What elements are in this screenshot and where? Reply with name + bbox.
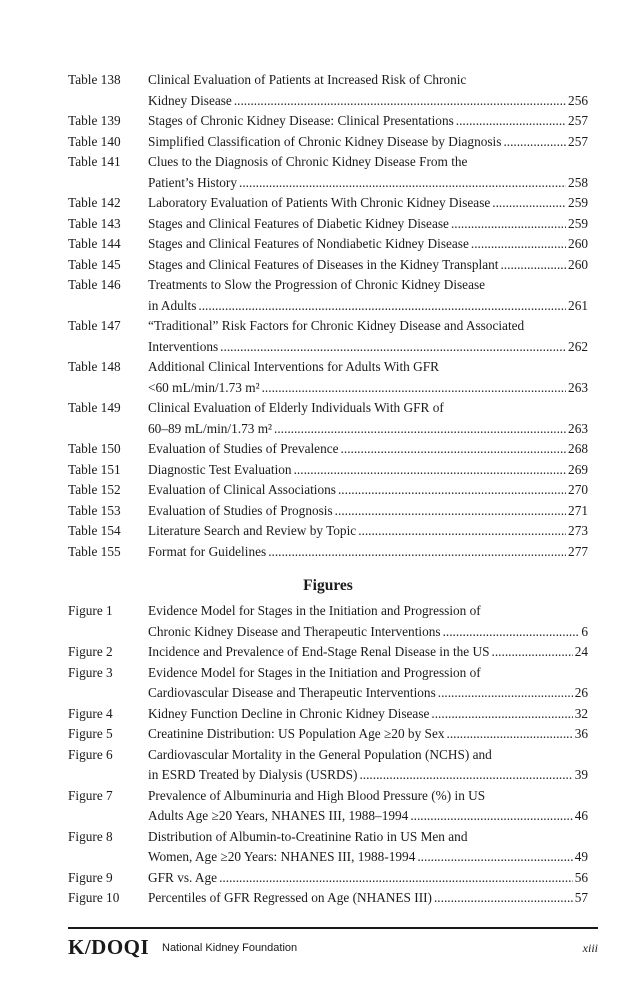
dot-leader [410,806,572,827]
dot-leader [358,521,566,542]
toc-entry-label: Table 145 [68,256,121,272]
toc-entry-leader-line [148,234,588,255]
toc-entry-title [148,152,588,193]
page-footer [68,927,598,969]
toc-entry-title [148,827,588,868]
toc-entry-title-line: Clinical Evaluation of Patients at Increased Risk of Chronic [148,72,467,87]
organization-name: National Kidney Foundation [162,942,298,954]
dot-leader [503,132,566,153]
kdoqi-logo: K/DOQI [68,935,150,959]
toc-entry-leader-line [148,91,588,112]
toc-entry-page: 269 [568,461,588,477]
toc-entry-title-line: Diagnostic Test Evaluation [148,461,292,477]
toc-entry-title-line: Format for Guidelines [148,543,267,559]
toc-entry-title-line: Incidence and Prevalence of End-Stage Renal Disease in the US [148,644,490,659]
toc-entry-title [148,255,588,276]
dot-leader [443,622,580,643]
dot-leader [239,173,566,194]
dot-leader [274,419,566,440]
toc-entry-page: 39 [574,767,588,782]
toc-entry-leader-line [148,642,588,663]
toc-entry-title [148,868,588,889]
toc-entry-page: 270 [568,482,588,497]
toc-entry-title [148,501,588,522]
toc-entry-leader-line [148,480,588,501]
toc-entry-page: 257 [568,133,588,149]
toc-entry-title [148,642,588,663]
toc-entry-label: Figure 9 [68,869,113,885]
toc-entry-label: Figure 1 [68,603,113,618]
toc-entry-title-line: Additional Clinical Interventions for Adults With GFR [148,359,439,374]
figure-list [68,601,588,909]
toc-entry [68,193,588,214]
toc-entry-title [148,460,588,481]
toc-entry-leader-line [148,255,588,276]
toc-entry-leader-line [148,111,588,132]
table-list [68,70,588,562]
toc-entry-title-line: Stages and Clinical Features of Nondiabetic Kidney Disease [148,236,469,251]
toc-entry-title [148,786,588,827]
toc-entry-page: 259 [568,215,588,231]
toc-entry [68,724,588,745]
toc-entry [68,132,588,153]
toc-entry-page: 262 [568,338,588,354]
toc-entry-title-line: 60–89 mL/min/1.73 m² [148,420,273,436]
toc-entry-title-line: in Adults [148,297,197,313]
toc-entry-title-line: GFR vs. Age [148,869,218,885]
toc-entry-leader-line [148,214,588,235]
toc-entry-leader-line [148,193,588,214]
toc-entry-page: 263 [568,420,588,436]
dot-leader [431,704,572,725]
toc-entry-title-line: Laboratory Evaluation of Patients With Chronic Kidney Disease [148,195,491,210]
toc-entry-page: 32 [574,705,588,721]
toc-entry-label: Table 139 [68,113,121,128]
dot-leader [335,501,566,522]
toc-entry-label: Figure 6 [68,746,113,762]
toc-entry-page: 257 [568,113,588,128]
dot-leader [262,378,566,399]
toc-entry [68,439,588,460]
toc-entry-label: Table 147 [68,318,121,333]
toc-entry-title [148,70,588,111]
toc-entry [68,255,588,276]
toc-entry-title-line: Creatinine Distribution: US Population Age ≥20 by Sex [148,726,445,741]
toc-entry-page: 271 [568,502,588,518]
toc-entry-label: Table 149 [68,400,121,415]
toc-entry-title-line: Literature Search and Review by Topic [148,523,357,538]
dot-leader [198,296,566,317]
toc-entry [68,152,588,193]
toc-entry [68,745,588,786]
dot-leader [434,888,573,909]
toc-entry-label: Figure 8 [68,828,113,844]
toc-entry-label: Table 154 [68,523,121,538]
toc-entry-label: Figure 10 [68,890,120,905]
toc-entry [68,542,588,563]
toc-entry [68,521,588,542]
toc-entry-title-line: Stages and Clinical Features of Diseases in the Kidney Transplant [148,256,499,272]
toc-entry-label: Table 155 [68,543,121,559]
toc-entry [68,398,588,439]
toc-entry-label: Table 144 [68,236,121,251]
toc-entry-label: Table 150 [68,441,121,456]
toc-entry-page: 26 [574,685,588,700]
toc-entry-label: Figure 5 [68,726,113,741]
toc-entry-title [148,234,588,255]
toc-entry [68,214,588,235]
toc-entry [68,234,588,255]
toc-entry-leader-line [148,173,588,194]
toc-entry-leader-line [148,132,588,153]
toc-entry-title [148,745,588,786]
toc-entry-title-line: Percentiles of GFR Regressed on Age (NHANES III) [148,890,432,905]
toc-entry [68,357,588,398]
toc-entry-title-line: Treatments to Slow the Progression of Chronic Kidney Disease [148,277,486,292]
dot-leader [471,234,566,255]
toc-entry-label: Table 142 [68,195,121,210]
toc-entry-leader-line [148,847,588,868]
dot-leader [341,439,567,460]
dot-leader [438,683,573,704]
dot-leader [220,337,566,358]
dot-leader [219,868,573,889]
toc-entry-label: Figure 3 [68,664,113,680]
toc-entry-title-line: Adults Age ≥20 Years, NHANES III, 1988–1994 [148,808,409,823]
toc-entry [68,111,588,132]
toc-entry-title-line: Distribution of Albumin-to-Creatinine Ratio in US Men and [148,828,468,844]
dot-leader [492,642,573,663]
toc-entry-page: 268 [568,441,588,456]
toc-entry-page: 260 [568,236,588,251]
toc-entry-title-line: Evaluation of Studies of Prognosis [148,502,333,518]
dot-leader [234,91,566,112]
toc-entry-page: 49 [574,849,588,864]
toc-entry-title-line: Clinical Evaluation of Elderly Individuals With GFR of [148,400,444,415]
toc-entry-leader-line [148,460,588,481]
toc-entry-title [148,357,588,398]
dot-leader [294,460,566,481]
toc-entry [68,827,588,868]
toc-entry-leader-line [148,501,588,522]
toc-entry-label: Table 146 [68,277,121,292]
toc-entry-page: 6 [581,623,588,639]
toc-entry-page: 57 [574,890,588,905]
toc-entry-title-line: “Traditional” Risk Factors for Chronic Kidney Disease and Associated [148,318,525,333]
toc-entry-label: Figure 2 [68,644,113,659]
toc-entry-page: 273 [568,523,588,538]
toc-entry-page: 261 [568,297,588,313]
toc-entry-title-line: Cardiovascular Mortality in the General Population (NCHS) and [148,746,492,762]
toc-entry-title-line: Interventions [148,338,219,354]
toc-entry [68,704,588,725]
toc-entry-title-line: Women, Age ≥20 Years: NHANES III, 1988-1994 [148,849,416,864]
toc-entry [68,868,588,889]
toc-entry-label: Table 151 [68,461,121,477]
toc-entry-label: Table 148 [68,359,121,374]
toc-entry-title [148,439,588,460]
toc-entry-leader-line [148,378,588,399]
toc-entry [68,460,588,481]
toc-entry-title [148,275,588,316]
toc-entry-leader-line [148,337,588,358]
toc-entry-page: 56 [574,869,588,885]
dot-leader [417,847,572,868]
toc-entry-title-line: Evaluation of Studies of Prevalence [148,441,339,456]
toc-entry-leader-line [148,296,588,317]
toc-entry-label: Table 153 [68,502,121,518]
toc-entry-title-line: in ESRD Treated by Dialysis (USRDS) [148,767,358,782]
toc-entry-page: 36 [574,726,588,741]
toc-entry-title-line: Evaluation of Clinical Associations [148,482,336,497]
toc-entry-title [148,601,588,642]
toc-entry-leader-line [148,765,588,786]
toc-entry [68,642,588,663]
dot-leader [451,214,566,235]
toc-entry-title [148,398,588,439]
toc-entry-page: 256 [568,92,588,108]
toc-entry-leader-line [148,419,588,440]
page-number: xiii [582,941,598,955]
toc-entry-title-line: Kidney Disease [148,92,232,108]
toc-entry-title-line: Stages and Clinical Features of Diabetic Kidney Disease [148,215,449,231]
toc-entry-title [148,316,588,357]
toc-entry-title [148,663,588,704]
toc-entry-title-line: Evidence Model for Stages in the Initiation and Progression of [148,603,481,618]
toc-entry-title [148,704,588,725]
toc-entry-label: Table 152 [68,482,121,497]
dot-leader [456,111,566,132]
toc-entry-label: Table 140 [68,133,121,149]
dot-leader [492,193,566,214]
toc-entry [68,275,588,316]
toc-entry-title-line: Cardiovascular Disease and Therapeutic Interventions [148,685,436,700]
figures-heading: Figures [303,577,353,594]
toc-entry [68,480,588,501]
toc-entry-label: Table 143 [68,215,121,231]
toc-entry-leader-line [148,521,588,542]
dot-leader [268,542,566,563]
toc-entry-label: Table 141 [68,154,121,169]
dot-leader [500,255,566,276]
toc-entry-title [148,480,588,501]
toc-entry [68,888,588,909]
toc-entry-page: 24 [574,644,588,659]
toc-entry-title-line: Kidney Function Decline in Chronic Kidney Disease [148,705,430,721]
toc-entry-label: Figure 7 [68,787,113,803]
toc-entry-title-line: Clues to the Diagnosis of Chronic Kidney Disease From the [148,154,468,169]
toc-entry-leader-line [148,806,588,827]
toc-entry-title-line: <60 mL/min/1.73 m² [148,379,260,395]
toc-entry-page: 46 [574,808,588,823]
toc-entry [68,501,588,522]
toc-entry-title [148,111,588,132]
toc-entry [68,786,588,827]
toc-entry-title [148,193,588,214]
toc-entry-title-line: Simplified Classification of Chronic Kidney Disease by Diagnosis [148,133,502,149]
toc-entry-page: 260 [568,256,588,272]
toc-entry-title [148,888,588,909]
toc-entry-leader-line [148,439,588,460]
toc-entry-leader-line [148,888,588,909]
toc-entry-page: 258 [568,174,588,190]
toc-entry-title [148,542,588,563]
toc-entry [68,601,588,642]
dot-leader [447,724,573,745]
toc-entry-title [148,132,588,153]
toc-entry-leader-line [148,724,588,745]
toc-entry-label: Table 138 [68,72,121,87]
toc-entry-leader-line [148,542,588,563]
toc-entry-title-line: Patient’s History [148,174,238,190]
toc-entry-leader-line [148,868,588,889]
toc-entry [68,316,588,357]
toc-entry-title-line: Chronic Kidney Disease and Therapeutic Interventions [148,623,441,639]
toc-entry-title [148,214,588,235]
toc-entry-title-line: Evidence Model for Stages in the Initiation and Progression of [148,664,481,680]
dot-leader [338,480,566,501]
toc-entry-leader-line [148,683,588,704]
toc-entry-page: 259 [568,195,588,210]
toc-entry-title [148,521,588,542]
toc-entry-page: 277 [568,543,588,559]
toc-entry-leader-line [148,622,588,643]
toc-content [68,70,588,909]
toc-entry-leader-line [148,704,588,725]
toc-entry [68,663,588,704]
dot-leader [359,765,572,786]
toc-entry [68,70,588,111]
toc-entry-label: Figure 4 [68,705,113,721]
toc-entry-title [148,724,588,745]
toc-entry-title-line: Stages of Chronic Kidney Disease: Clinical Presentations [148,113,454,128]
toc-entry-page: 263 [568,379,588,395]
toc-entry-title-line: Prevalence of Albuminuria and High Blood Pressure (%) in US [148,787,486,803]
